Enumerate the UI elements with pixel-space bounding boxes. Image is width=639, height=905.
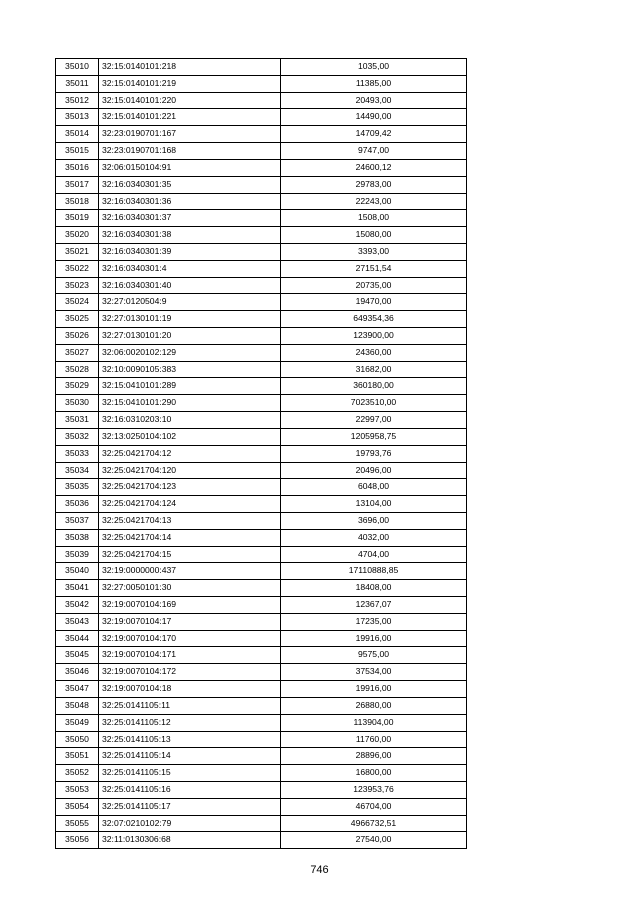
cadastral-number-cell: 32:15:0140101:218	[99, 59, 281, 76]
cadastral-number-cell: 32:16:0340301:36	[99, 193, 281, 210]
row-number-cell: 35044	[56, 630, 99, 647]
value-cell: 3393,00	[281, 243, 467, 260]
value-cell: 11760,00	[281, 731, 467, 748]
table-row	[56, 159, 467, 176]
page-number: 746	[310, 864, 329, 876]
table-row	[56, 479, 467, 496]
row-number-cell: 35020	[56, 227, 99, 244]
table-row	[56, 630, 467, 647]
value-cell: 113904,00	[281, 714, 467, 731]
cadastral-number-cell: 32:11:0130306:68	[99, 832, 281, 849]
cadastral-number-cell: 32:06:0020102:129	[99, 344, 281, 361]
row-number-cell: 35017	[56, 176, 99, 193]
value-cell: 9575,00	[281, 647, 467, 664]
row-number-cell: 35012	[56, 92, 99, 109]
value-cell: 6048,00	[281, 479, 467, 496]
value-cell: 22997,00	[281, 412, 467, 429]
table-body	[56, 59, 467, 849]
row-number-cell: 35016	[56, 159, 99, 176]
table-row	[56, 428, 467, 445]
table-row	[56, 92, 467, 109]
table-row	[56, 664, 467, 681]
value-cell: 20735,00	[281, 277, 467, 294]
row-number-cell: 35033	[56, 445, 99, 462]
cadastral-number-cell: 32:06:0150104:91	[99, 159, 281, 176]
cadastral-number-cell: 32:16:0340301:39	[99, 243, 281, 260]
row-number-cell: 35027	[56, 344, 99, 361]
row-number-cell: 35052	[56, 765, 99, 782]
cadastral-number-cell: 32:15:0410101:290	[99, 395, 281, 412]
table-row	[56, 277, 467, 294]
value-cell: 1035,00	[281, 59, 467, 76]
table-row	[56, 412, 467, 429]
table-row	[56, 395, 467, 412]
value-cell: 15080,00	[281, 227, 467, 244]
table-row	[56, 681, 467, 698]
cadastral-value-table	[55, 58, 467, 849]
table-row	[56, 75, 467, 92]
table-row	[56, 378, 467, 395]
value-cell: 1205958,75	[281, 428, 467, 445]
value-cell: 360180,00	[281, 378, 467, 395]
row-number-cell: 35022	[56, 260, 99, 277]
cadastral-number-cell: 32:25:0141105:13	[99, 731, 281, 748]
table-row	[56, 613, 467, 630]
cadastral-number-cell: 32:16:0340301:4	[99, 260, 281, 277]
cadastral-number-cell: 32:25:0141105:17	[99, 798, 281, 815]
cadastral-number-cell: 32:25:0141105:12	[99, 714, 281, 731]
row-number-cell: 35014	[56, 126, 99, 143]
cadastral-number-cell: 32:27:0050101:30	[99, 580, 281, 597]
cadastral-number-cell: 32:25:0421704:13	[99, 512, 281, 529]
row-number-cell: 35028	[56, 361, 99, 378]
cadastral-number-cell: 32:16:0310203:10	[99, 412, 281, 429]
value-cell: 19793,76	[281, 445, 467, 462]
value-cell: 22243,00	[281, 193, 467, 210]
row-number-cell: 35024	[56, 294, 99, 311]
cadastral-number-cell: 32:19:0070104:18	[99, 681, 281, 698]
row-number-cell: 35056	[56, 832, 99, 849]
table-row	[56, 765, 467, 782]
row-number-cell: 35046	[56, 664, 99, 681]
row-number-cell: 35032	[56, 428, 99, 445]
row-number-cell: 35011	[56, 75, 99, 92]
cadastral-number-cell: 32:19:0070104:169	[99, 597, 281, 614]
value-cell: 12367,07	[281, 597, 467, 614]
value-cell: 649354,36	[281, 311, 467, 328]
value-cell: 28896,00	[281, 748, 467, 765]
value-cell: 4704,00	[281, 546, 467, 563]
value-cell: 123953,76	[281, 781, 467, 798]
table-row	[56, 193, 467, 210]
table-row	[56, 361, 467, 378]
row-number-cell: 35042	[56, 597, 99, 614]
row-number-cell: 35036	[56, 496, 99, 513]
row-number-cell: 35018	[56, 193, 99, 210]
table-row	[56, 832, 467, 849]
value-cell: 18408,00	[281, 580, 467, 597]
row-number-cell: 35021	[56, 243, 99, 260]
table-row	[56, 126, 467, 143]
row-number-cell: 35039	[56, 546, 99, 563]
value-cell: 20493,00	[281, 92, 467, 109]
cadastral-number-cell: 32:25:0141105:11	[99, 697, 281, 714]
table-row	[56, 798, 467, 815]
cadastral-number-cell: 32:19:0070104:172	[99, 664, 281, 681]
value-cell: 27540,00	[281, 832, 467, 849]
value-cell: 46704,00	[281, 798, 467, 815]
cadastral-number-cell: 32:23:0190701:168	[99, 143, 281, 160]
value-cell: 14709,42	[281, 126, 467, 143]
table-row	[56, 546, 467, 563]
row-number-cell: 35043	[56, 613, 99, 630]
table-row	[56, 311, 467, 328]
table-row	[56, 781, 467, 798]
table-row	[56, 529, 467, 546]
cadastral-number-cell: 32:19:0070104:170	[99, 630, 281, 647]
table-row	[56, 260, 467, 277]
table-row	[56, 647, 467, 664]
cadastral-number-cell: 32:13:0250104:102	[99, 428, 281, 445]
cadastral-number-cell: 32:25:0421704:12	[99, 445, 281, 462]
table-row	[56, 748, 467, 765]
value-cell: 20496,00	[281, 462, 467, 479]
value-cell: 4966732,51	[281, 815, 467, 832]
row-number-cell: 35040	[56, 563, 99, 580]
table-row	[56, 512, 467, 529]
row-number-cell: 35031	[56, 412, 99, 429]
cadastral-number-cell: 32:16:0340301:40	[99, 277, 281, 294]
cadastral-number-cell: 32:25:0421704:124	[99, 496, 281, 513]
row-number-cell: 35050	[56, 731, 99, 748]
cadastral-number-cell: 32:16:0340301:37	[99, 210, 281, 227]
row-number-cell: 35041	[56, 580, 99, 597]
value-cell: 17110888,85	[281, 563, 467, 580]
row-number-cell: 35013	[56, 109, 99, 126]
row-number-cell: 35019	[56, 210, 99, 227]
cadastral-number-cell: 32:25:0141105:15	[99, 765, 281, 782]
table-row	[56, 59, 467, 76]
value-cell: 24360,00	[281, 344, 467, 361]
value-cell: 7023510,00	[281, 395, 467, 412]
cadastral-number-cell: 32:16:0340301:38	[99, 227, 281, 244]
table-row	[56, 243, 467, 260]
value-cell: 31682,00	[281, 361, 467, 378]
table-row	[56, 227, 467, 244]
cadastral-number-cell: 32:25:0421704:123	[99, 479, 281, 496]
value-cell: 19916,00	[281, 681, 467, 698]
value-cell: 3696,00	[281, 512, 467, 529]
row-number-cell: 35010	[56, 59, 99, 76]
table-row	[56, 328, 467, 345]
table-row	[56, 143, 467, 160]
cadastral-number-cell: 32:15:0140101:219	[99, 75, 281, 92]
table-row	[56, 731, 467, 748]
cadastral-number-cell: 32:15:0140101:220	[99, 92, 281, 109]
table-row	[56, 580, 467, 597]
row-number-cell: 35038	[56, 529, 99, 546]
cadastral-number-cell: 32:19:0070104:171	[99, 647, 281, 664]
cadastral-number-cell: 32:15:0410101:289	[99, 378, 281, 395]
table-row	[56, 815, 467, 832]
table-row	[56, 176, 467, 193]
table-row	[56, 109, 467, 126]
value-cell: 9747,00	[281, 143, 467, 160]
row-number-cell: 35035	[56, 479, 99, 496]
table-row	[56, 496, 467, 513]
value-cell: 27151,54	[281, 260, 467, 277]
cadastral-number-cell: 32:07:0210102:79	[99, 815, 281, 832]
value-cell: 24600,12	[281, 159, 467, 176]
value-cell: 123900,00	[281, 328, 467, 345]
value-cell: 14490,00	[281, 109, 467, 126]
cadastral-number-cell: 32:16:0340301:35	[99, 176, 281, 193]
row-number-cell: 35049	[56, 714, 99, 731]
table-row	[56, 344, 467, 361]
row-number-cell: 35055	[56, 815, 99, 832]
row-number-cell: 35015	[56, 143, 99, 160]
value-cell: 13104,00	[281, 496, 467, 513]
table-row	[56, 462, 467, 479]
value-cell: 19470,00	[281, 294, 467, 311]
row-number-cell: 35037	[56, 512, 99, 529]
value-cell: 19916,00	[281, 630, 467, 647]
cadastral-number-cell: 32:10:0090105:383	[99, 361, 281, 378]
row-number-cell: 35054	[56, 798, 99, 815]
value-cell: 11385,00	[281, 75, 467, 92]
cadastral-number-cell: 32:27:0120504:9	[99, 294, 281, 311]
row-number-cell: 35053	[56, 781, 99, 798]
row-number-cell: 35034	[56, 462, 99, 479]
cadastral-number-cell: 32:19:0070104:17	[99, 613, 281, 630]
cadastral-number-cell: 32:25:0421704:120	[99, 462, 281, 479]
value-cell: 4032,00	[281, 529, 467, 546]
table-row	[56, 597, 467, 614]
row-number-cell: 35030	[56, 395, 99, 412]
cadastral-number-cell: 32:27:0130101:19	[99, 311, 281, 328]
row-number-cell: 35048	[56, 697, 99, 714]
value-cell: 1508,00	[281, 210, 467, 227]
value-cell: 29783,00	[281, 176, 467, 193]
table-row	[56, 210, 467, 227]
cadastral-number-cell: 32:25:0141105:14	[99, 748, 281, 765]
row-number-cell: 35051	[56, 748, 99, 765]
table-row	[56, 697, 467, 714]
table-row	[56, 714, 467, 731]
value-cell: 16800,00	[281, 765, 467, 782]
table-row	[56, 294, 467, 311]
cadastral-number-cell: 32:25:0421704:15	[99, 546, 281, 563]
row-number-cell: 35026	[56, 328, 99, 345]
row-number-cell: 35025	[56, 311, 99, 328]
cadastral-number-cell: 32:25:0141105:16	[99, 781, 281, 798]
cadastral-number-cell: 32:27:0130101:20	[99, 328, 281, 345]
table-row	[56, 445, 467, 462]
value-cell: 17235,00	[281, 613, 467, 630]
cadastral-number-cell: 32:25:0421704:14	[99, 529, 281, 546]
row-number-cell: 35045	[56, 647, 99, 664]
row-number-cell: 35029	[56, 378, 99, 395]
value-cell: 37534,00	[281, 664, 467, 681]
table-row	[56, 563, 467, 580]
value-cell: 26880,00	[281, 697, 467, 714]
cadastral-number-cell: 32:23:0190701:167	[99, 126, 281, 143]
row-number-cell: 35023	[56, 277, 99, 294]
cadastral-number-cell: 32:15:0140101:221	[99, 109, 281, 126]
row-number-cell: 35047	[56, 681, 99, 698]
cadastral-number-cell: 32:19:0000000:437	[99, 563, 281, 580]
